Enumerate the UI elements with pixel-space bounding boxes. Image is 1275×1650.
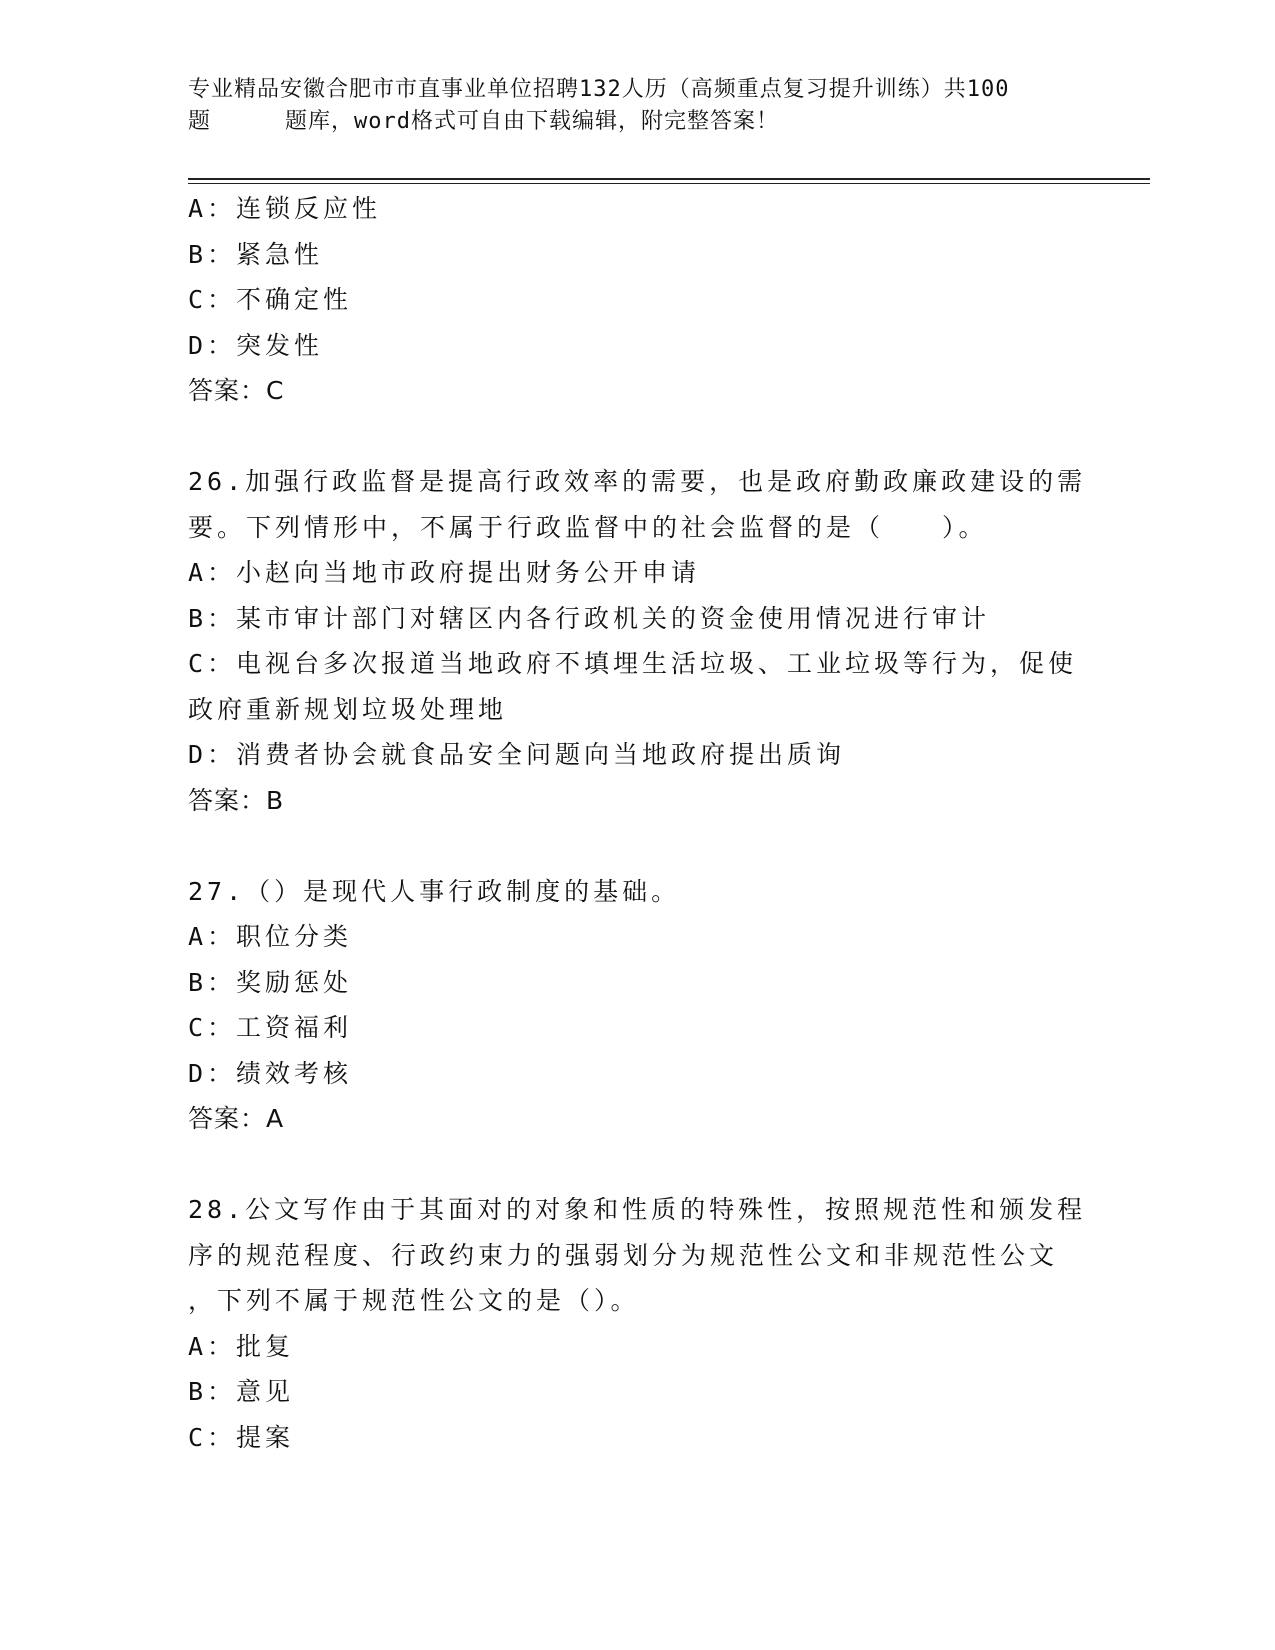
header-rule-thick <box>188 178 1150 180</box>
q25-option-d: D：突发性 <box>188 330 324 360</box>
header-line-2-right: 题库，word格式可自由下载编辑，附完整答案！ <box>285 109 779 134</box>
q26-answer: 答案：B <box>188 785 285 815</box>
q27-option-a: A：职位分类 <box>188 922 353 951</box>
q27-option-c: C：工资福利 <box>188 1013 353 1042</box>
page-header <box>188 74 1088 138</box>
header-rule-thin <box>188 183 1150 184</box>
q27-answer: 答案：A <box>188 1104 285 1133</box>
q27-stem: 27.（）是现代人事行政制度的基础。 <box>188 876 681 906</box>
q25-option-a: A：连锁反应性 <box>188 194 382 223</box>
q27-option-b: B：奖励惩处 <box>188 967 353 997</box>
q28-option-b: B：意见 <box>188 1377 295 1406</box>
q28-option-a: A：批复 <box>188 1331 295 1361</box>
spacer <box>188 1142 1088 1188</box>
q26-option-d: D：消费者协会就食品安全问题向当地政府提出质询 <box>188 740 846 769</box>
q25-option-c: C：不确定性 <box>188 285 353 314</box>
q26-option-a: A：小赵向当地市政府提出财务公开申请 <box>188 558 701 587</box>
header-line-2 <box>188 106 1088 138</box>
q28-stem-line-3: ，下列不属于规范性公文的是（）。 <box>188 1286 640 1315</box>
q28-stem-line-2: 序的规范程度、行政约束力的强弱划分为规范性公文和非规范性公文 <box>188 1240 1059 1270</box>
q25-option-b: B：紧急性 <box>188 239 324 269</box>
spacer <box>188 414 1088 460</box>
q26-stem-line-2: 要。下列情形中，不属于行政监督中的社会监督的是（ ）。 <box>188 512 988 542</box>
q25-answer: 答案：C <box>188 376 285 405</box>
spacer <box>188 823 1088 869</box>
q28-option-c: C：提案 <box>188 1422 295 1452</box>
q26-option-c-line-2: 政府重新规划垃圾处理地 <box>188 694 508 724</box>
header-line-1: 专业精品安徽合肥市市直事业单位招聘132人历（高频重点复习提升训练）共100 <box>188 77 1010 102</box>
question-content <box>188 186 1088 1460</box>
header-line-2-left: 题 <box>188 109 212 134</box>
q26-option-b: B：某市审计部门对辖区内各行政机关的资金使用情况进行审计 <box>188 603 991 633</box>
q26-option-c-line-1: C：电视台多次报道当地政府不填埋生活垃圾、工业垃圾等行为，促使 <box>188 649 1078 678</box>
q27-option-d: D：绩效考核 <box>188 1058 353 1088</box>
q26-stem-line-1: 26.加强行政监督是提高行政效率的需要，也是政府勤政廉政建设的需 <box>188 467 1087 496</box>
q28-stem-line-1: 28.公文写作由于其面对的对象和性质的特殊性，按照规范性和颁发程 <box>188 1195 1087 1224</box>
